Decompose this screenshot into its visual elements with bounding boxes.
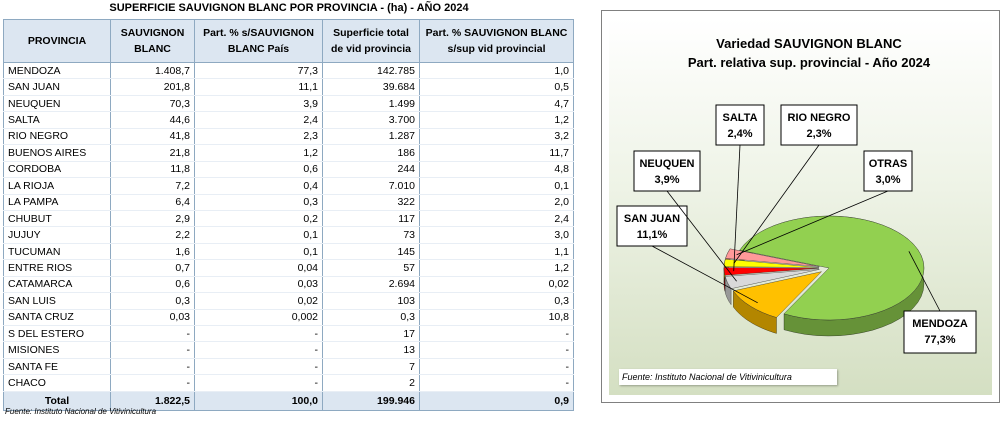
value-cell: 7 bbox=[323, 358, 420, 374]
value-cell: 6,4 bbox=[111, 194, 195, 210]
table-row bbox=[4, 326, 574, 342]
value-cell: 0,6 bbox=[111, 276, 195, 292]
chart-source-note: Fuente: Instituto Nacional de Vitivinicultura bbox=[619, 369, 837, 385]
slice-value-label: 3,9% bbox=[654, 174, 680, 186]
pie-chart bbox=[609, 18, 994, 397]
table-row bbox=[4, 128, 574, 144]
province-cell: CHUBUT bbox=[4, 210, 111, 226]
value-cell: - bbox=[111, 326, 195, 342]
value-cell: 73 bbox=[323, 227, 420, 243]
table-row bbox=[4, 194, 574, 210]
value-cell: 186 bbox=[323, 145, 420, 161]
value-cell: - bbox=[111, 342, 195, 358]
value-cell: 1,2 bbox=[420, 112, 574, 128]
province-cell: SAN LUIS bbox=[4, 293, 111, 309]
table-row bbox=[4, 309, 574, 325]
value-cell: 41,8 bbox=[111, 128, 195, 144]
value-cell: - bbox=[195, 342, 323, 358]
table-row bbox=[4, 243, 574, 259]
value-cell: 0,3 bbox=[195, 194, 323, 210]
value-cell: - bbox=[111, 358, 195, 374]
surface-table bbox=[3, 19, 574, 411]
province-cell: NEUQUEN bbox=[4, 95, 111, 111]
value-cell: 1.287 bbox=[323, 128, 420, 144]
value-cell: 3,2 bbox=[420, 128, 574, 144]
table-row bbox=[4, 178, 574, 194]
value-cell: 2,0 bbox=[420, 194, 574, 210]
table-row bbox=[4, 342, 574, 358]
table-row bbox=[4, 227, 574, 243]
value-cell: 244 bbox=[323, 161, 420, 177]
value-cell: 10,8 bbox=[420, 309, 574, 325]
value-cell: 2,3 bbox=[195, 128, 323, 144]
col-header-sup-total: Superficie total de vid provincia bbox=[323, 20, 420, 63]
chart-plot-area bbox=[609, 18, 992, 395]
value-cell: 2,9 bbox=[111, 210, 195, 226]
value-cell: 11,8 bbox=[111, 161, 195, 177]
slice-value-label: 2,3% bbox=[806, 128, 832, 140]
pie-chart-panel bbox=[601, 10, 1000, 403]
value-cell: 0,3 bbox=[420, 293, 574, 309]
slice-label: MENDOZA bbox=[912, 318, 968, 330]
value-cell: 0,002 bbox=[195, 309, 323, 325]
value-cell: 39.684 bbox=[323, 79, 420, 95]
value-cell: 0,1 bbox=[195, 243, 323, 259]
table-row bbox=[4, 79, 574, 95]
table-body bbox=[4, 63, 574, 392]
value-cell: 44,6 bbox=[111, 112, 195, 128]
total-cell: 1.822,5 bbox=[111, 391, 195, 410]
value-cell: 17 bbox=[323, 326, 420, 342]
value-cell: 2,2 bbox=[111, 227, 195, 243]
slice-value-label: 2,4% bbox=[727, 128, 753, 140]
province-cell: ENTRE RIOS bbox=[4, 260, 111, 276]
value-cell: 0,4 bbox=[195, 178, 323, 194]
table-title: SUPERFICIE SAUVIGNON BLANC POR PROVINCIA - (ha) - AÑO 2024 bbox=[109, 2, 469, 14]
table-row bbox=[4, 358, 574, 374]
value-cell: 0,3 bbox=[323, 309, 420, 325]
province-cell: SALTA bbox=[4, 112, 111, 128]
value-cell: 2,4 bbox=[195, 112, 323, 128]
table-row bbox=[4, 210, 574, 226]
value-cell: 1.499 bbox=[323, 95, 420, 111]
province-cell: MISIONES bbox=[4, 342, 111, 358]
pie-slices bbox=[724, 216, 924, 336]
table-row bbox=[4, 260, 574, 276]
value-cell: 1,1 bbox=[420, 243, 574, 259]
value-cell: 201,8 bbox=[111, 79, 195, 95]
province-cell: LA PAMPA bbox=[4, 194, 111, 210]
value-cell: 0,03 bbox=[111, 309, 195, 325]
slice-label: NEUQUEN bbox=[639, 158, 695, 170]
value-cell: 3.700 bbox=[323, 112, 420, 128]
slice-label: SALTA bbox=[722, 112, 758, 124]
value-cell: - bbox=[195, 326, 323, 342]
total-cell: 100,0 bbox=[195, 391, 323, 410]
value-cell: - bbox=[420, 342, 574, 358]
table-row bbox=[4, 112, 574, 128]
value-cell: 7.010 bbox=[323, 178, 420, 194]
province-cell: SANTA CRUZ bbox=[4, 309, 111, 325]
province-cell: JUJUY bbox=[4, 227, 111, 243]
value-cell: 7,2 bbox=[111, 178, 195, 194]
chart-title-line2: Part. relativa sup. provincial - Año 2024 bbox=[687, 55, 931, 70]
province-cell: BUENOS AIRES bbox=[4, 145, 111, 161]
province-cell: MENDOZA bbox=[4, 63, 111, 79]
slice-value-label: 77,3% bbox=[924, 334, 956, 346]
value-cell: - bbox=[111, 375, 195, 391]
value-cell: 0,04 bbox=[195, 260, 323, 276]
value-cell: 1,2 bbox=[195, 145, 323, 161]
value-cell: - bbox=[195, 358, 323, 374]
table-row bbox=[4, 276, 574, 292]
value-cell: 0,6 bbox=[195, 161, 323, 177]
value-cell: 322 bbox=[323, 194, 420, 210]
value-cell: 2,4 bbox=[420, 210, 574, 226]
value-cell: 1,2 bbox=[420, 260, 574, 276]
value-cell: 2 bbox=[323, 375, 420, 391]
value-cell: 0,02 bbox=[420, 276, 574, 292]
value-cell: 77,3 bbox=[195, 63, 323, 79]
value-cell: - bbox=[420, 326, 574, 342]
value-cell: 103 bbox=[323, 293, 420, 309]
col-header-sauvignon: SAUVIGNON BLANC bbox=[111, 20, 195, 63]
col-header-part-provincial: Part. % SAUVIGNON BLANC s/sup vid provincial bbox=[420, 20, 574, 63]
table-source-note: Fuente: Instituto Nacional de Vitivinicultura bbox=[5, 407, 157, 416]
slice-label: RIO NEGRO bbox=[787, 112, 851, 124]
value-cell: 0,3 bbox=[111, 293, 195, 309]
value-cell: 0,02 bbox=[195, 293, 323, 309]
province-cell: CHACO bbox=[4, 375, 111, 391]
table-row bbox=[4, 63, 574, 79]
col-header-provincia: PROVINCIA bbox=[4, 20, 111, 63]
slice-value-label: 3,0% bbox=[875, 174, 901, 186]
table-row bbox=[4, 161, 574, 177]
table-row bbox=[4, 375, 574, 391]
table-row bbox=[4, 293, 574, 309]
value-cell: - bbox=[195, 375, 323, 391]
total-label: Total bbox=[4, 391, 111, 410]
value-cell: 70,3 bbox=[111, 95, 195, 111]
value-cell: 1.408,7 bbox=[111, 63, 195, 79]
table-header-row bbox=[4, 20, 574, 63]
value-cell: - bbox=[420, 358, 574, 374]
value-cell: 3,9 bbox=[195, 95, 323, 111]
province-cell: TUCUMAN bbox=[4, 243, 111, 259]
slice-label: SAN JUAN bbox=[623, 213, 681, 225]
total-cell: 199.946 bbox=[323, 391, 420, 410]
value-cell: 1,6 bbox=[111, 243, 195, 259]
value-cell: 4,7 bbox=[420, 95, 574, 111]
value-cell: 0,5 bbox=[420, 79, 574, 95]
value-cell: 117 bbox=[323, 210, 420, 226]
province-cell: CATAMARCA bbox=[4, 276, 111, 292]
value-cell: 0,03 bbox=[195, 276, 323, 292]
value-cell: 0,7 bbox=[111, 260, 195, 276]
value-cell: 3,0 bbox=[420, 227, 574, 243]
province-cell: SAN JUAN bbox=[4, 79, 111, 95]
value-cell: 21,8 bbox=[111, 145, 195, 161]
value-cell: 0,1 bbox=[195, 227, 323, 243]
value-cell: 11,1 bbox=[195, 79, 323, 95]
slice-label: OTRAS bbox=[868, 158, 908, 170]
value-cell: 57 bbox=[323, 260, 420, 276]
value-cell: 145 bbox=[323, 243, 420, 259]
value-cell: 4,8 bbox=[420, 161, 574, 177]
province-cell: CORDOBA bbox=[4, 161, 111, 177]
province-cell: LA RIOJA bbox=[4, 178, 111, 194]
value-cell: - bbox=[420, 375, 574, 391]
slice-value-label: 11,1% bbox=[636, 229, 668, 241]
table-row bbox=[4, 145, 574, 161]
province-cell: RIO NEGRO bbox=[4, 128, 111, 144]
chart-title-line1: Variedad SAUVIGNON BLANC bbox=[716, 36, 902, 51]
value-cell: 13 bbox=[323, 342, 420, 358]
value-cell: 2.694 bbox=[323, 276, 420, 292]
value-cell: 1,0 bbox=[420, 63, 574, 79]
value-cell: 11,7 bbox=[420, 145, 574, 161]
province-cell: SANTA FE bbox=[4, 358, 111, 374]
table-row bbox=[4, 95, 574, 111]
province-cell: S DEL ESTERO bbox=[4, 326, 111, 342]
value-cell: 142.785 bbox=[323, 63, 420, 79]
total-cell: 0,9 bbox=[420, 391, 574, 410]
value-cell: 0,2 bbox=[195, 210, 323, 226]
value-cell: 0,1 bbox=[420, 178, 574, 194]
col-header-part-pais: Part. % s/SAUVIGNON BLANC País bbox=[195, 20, 323, 63]
